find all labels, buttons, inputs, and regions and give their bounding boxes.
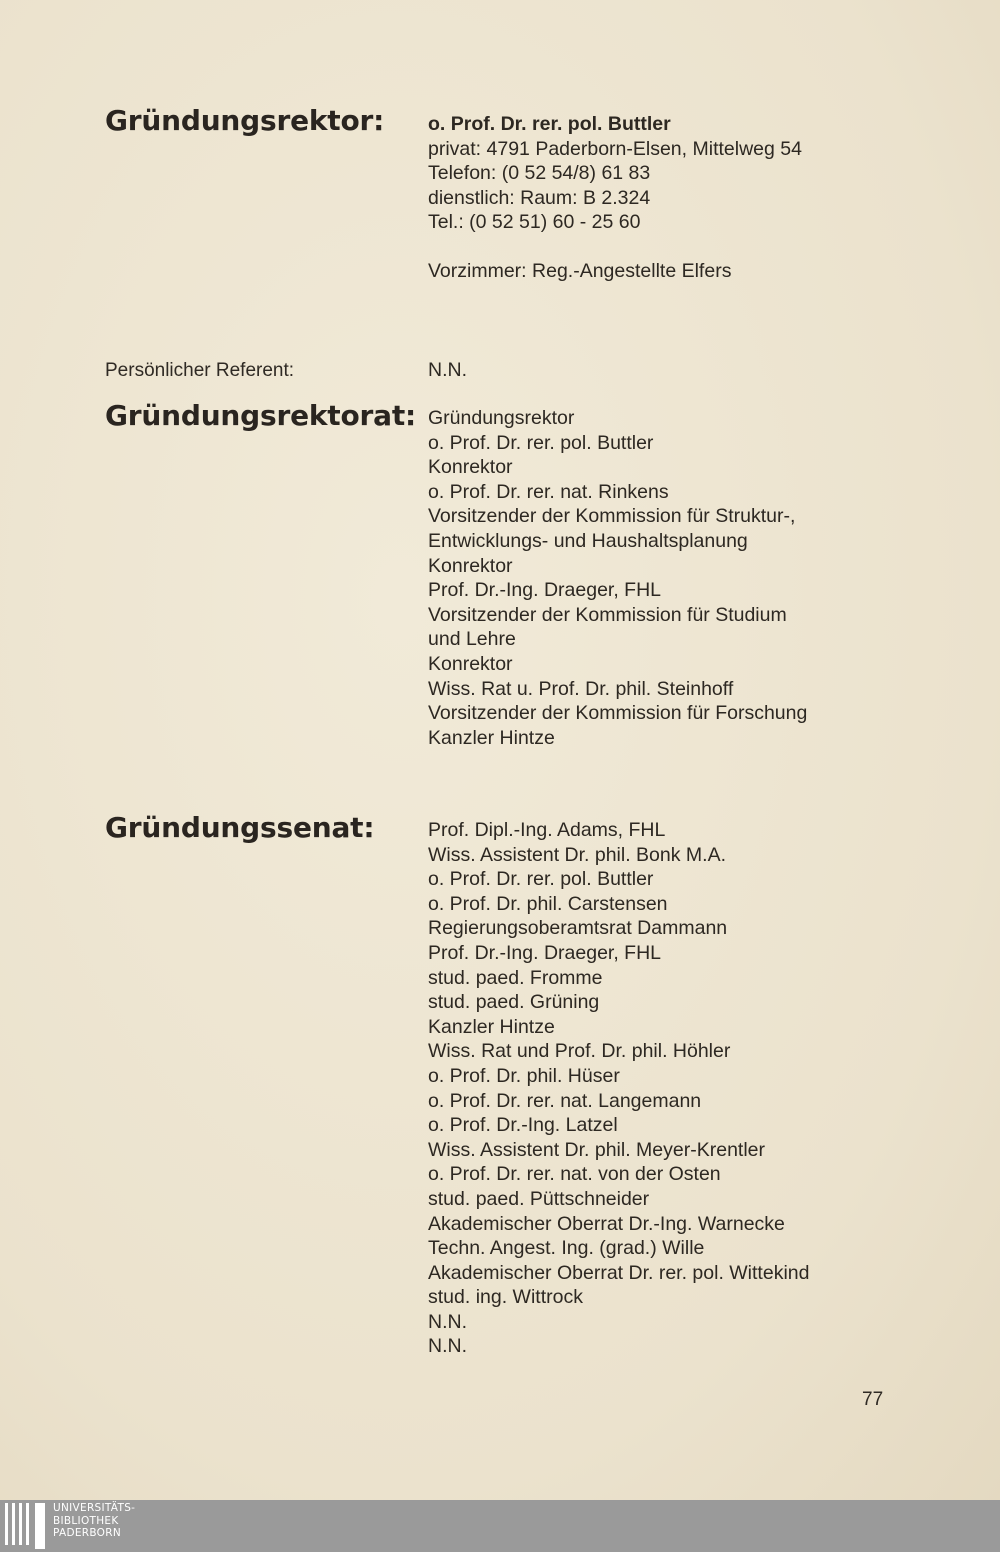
senat-member: Prof. Dr.-Ing. Draeger, FHL — [428, 941, 662, 964]
senat-block — [428, 818, 809, 1359]
rektorat-line: Konrektor — [428, 456, 513, 479]
senat-member: o. Prof. Dr.-Ing. Latzel — [428, 1114, 618, 1137]
senat-member: Akademischer Oberrat Dr.-Ing. Warnecke — [428, 1212, 785, 1235]
senat-member: o. Prof. Dr. rer. pol. Buttler — [428, 868, 654, 891]
rektor-block — [428, 112, 802, 284]
logo-line: UNIVERSITÄTS- — [53, 1502, 136, 1514]
rektorat-line: Wiss. Rat u. Prof. Dr. phil. Steinhoff — [428, 677, 734, 700]
rektor-private-address: privat: 4791 Paderborn-Elsen, Mittelweg 54 — [428, 137, 802, 160]
senat-member: Wiss. Assistent Dr. phil. Meyer-Krentler — [428, 1138, 766, 1161]
referent-value-block — [428, 358, 467, 383]
library-logo-icon — [5, 1503, 47, 1549]
heading-gruendungssenat: Gründungssenat: — [105, 811, 375, 844]
heading-gruendungsrektor: Gründungsrektor: — [105, 104, 385, 137]
senat-member: stud. paed. Püttschneider — [428, 1187, 650, 1210]
senat-member: o. Prof. Dr. rer. nat. Langemann — [428, 1089, 702, 1112]
rektorat-line: Konrektor — [428, 652, 513, 675]
rektor-office-room: dienstlich: Raum: B 2.324 — [428, 186, 651, 209]
senat-member: stud. paed. Fromme — [428, 966, 603, 989]
senat-member: Akademischer Oberrat Dr. rer. pol. Wittekind — [428, 1261, 810, 1284]
rektorat-line: Kanzler Hintze — [428, 726, 555, 749]
rektorat-line: Vorsitzender der Kommission für Forschung — [428, 702, 808, 725]
senat-member: stud. ing. Wittrock — [428, 1286, 583, 1309]
senat-member: N.N. — [428, 1335, 467, 1358]
page-number: 77 — [862, 1389, 884, 1410]
rektor-name: o. Prof. Dr. rer. pol. Buttler — [428, 113, 671, 135]
logo-line: PADERBORN — [53, 1527, 121, 1539]
rektor-vorzimmer: Vorzimmer: Reg.-Angestellte Elfers — [428, 260, 732, 283]
rektorat-line: Entwicklungs- und Haushaltsplanung — [428, 529, 748, 552]
rektorat-line: Gründungsrektor — [428, 407, 575, 429]
senat-member: Wiss. Rat und Prof. Dr. phil. Höhler — [428, 1040, 731, 1063]
rektor-private-phone: Telefon: (0 52 54/8) 61 83 — [428, 162, 651, 185]
senat-member: Techn. Angest. Ing. (grad.) Wille — [428, 1237, 705, 1260]
logo-line: BIBLIOTHEK — [53, 1514, 119, 1527]
senat-member: Regierungsoberamtsrat Dammann — [428, 917, 728, 940]
rektorat-line: Vorsitzender der Kommission für Struktur-, — [428, 505, 796, 528]
rektorat-block — [428, 406, 807, 750]
referent-value: N.N. — [428, 359, 467, 381]
rektorat-line: Prof. Dr.-Ing. Draeger, FHL — [428, 579, 662, 602]
senat-member: o. Prof. Dr. rer. nat. von der Osten — [428, 1163, 721, 1186]
rektorat-line: Konrektor — [428, 554, 513, 577]
rektorat-line: o. Prof. Dr. rer. pol. Buttler — [428, 431, 654, 454]
senat-member: Kanzler Hintze — [428, 1015, 555, 1038]
senat-member: N.N. — [428, 1310, 467, 1333]
senat-member: Prof. Dipl.-Ing. Adams, FHL — [428, 819, 666, 841]
heading-gruendungsrektorat: Gründungsrektorat: — [105, 399, 417, 432]
referent-label: Persönlicher Referent: — [105, 360, 295, 381]
senat-member: Wiss. Assistent Dr. phil. Bonk M.A. — [428, 843, 727, 866]
rektorat-line: o. Prof. Dr. rer. nat. Rinkens — [428, 480, 669, 503]
rektorat-line: Vorsitzender der Kommission für Studium — [428, 603, 787, 626]
library-logo-text — [53, 1502, 135, 1540]
senat-member: o. Prof. Dr. phil. Hüser — [428, 1064, 620, 1087]
rektorat-line: und Lehre — [428, 628, 516, 651]
library-footer-bar — [0, 1500, 1000, 1552]
rektor-office-phone: Tel.: (0 52 51) 60 - 25 60 — [428, 211, 641, 234]
senat-member: o. Prof. Dr. phil. Carstensen — [428, 892, 668, 915]
senat-member: stud. paed. Grüning — [428, 991, 600, 1014]
